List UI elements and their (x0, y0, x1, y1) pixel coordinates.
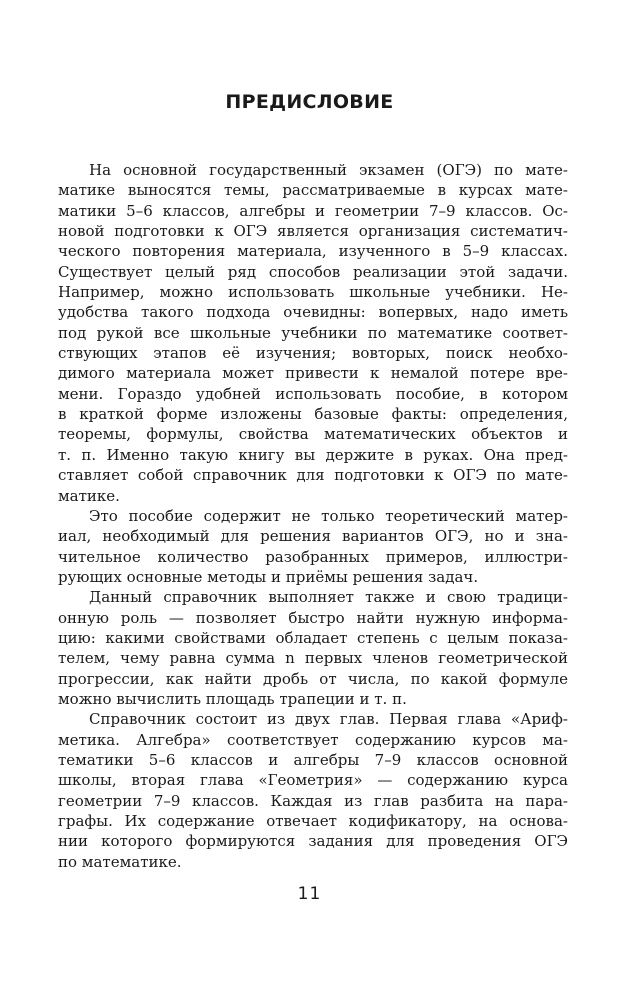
text-line: удобства такого подхода очевидны: вопервых, надо иметь (58, 303, 568, 322)
text-line: Данный справочник выполняет также и свою традици- (89, 588, 568, 607)
text-line: геометрии 7–9 классов. Каждая из глав разбита на пара- (58, 791, 568, 810)
text-line: димого материала может привести к немалой потере вре- (58, 364, 568, 383)
text-line: нии которого формируются задания для проведения ОГЭ (58, 832, 568, 851)
text-line: ческого повторения материала, изученного в 5–9 классах. (58, 242, 568, 261)
text-line: ставляет собой справочник для подготовки к ОГЭ по мате- (58, 466, 568, 485)
text-line: иал, необходимый для решения вариантов ОГЭ, но и зна- (58, 527, 568, 546)
text-line: На основной государственный экзамен (ОГЭ) по мате- (89, 161, 568, 179)
text-line: Например, можно использовать школьные учебники. Не- (58, 283, 568, 302)
text-line: мени. Гораздо удобней использовать пособие, в котором (58, 384, 568, 403)
text-line: Справочник состоит из двух глав. Первая глава «Ариф- (89, 710, 568, 729)
text-line: прогрессии, как найти дробь от числа, по какой формуле (58, 669, 568, 688)
text-line: рующих основные методы и приёмы решения задач. (58, 567, 479, 586)
text-line: метика. Алгебра» соответствует содержанию курсов ма- (58, 730, 568, 749)
text-line: цию: какими свойствами обладает степень с целым показа- (58, 628, 568, 647)
body-text (58, 160, 568, 872)
text-line: Существует целый ряд способов реализации этой задачи. (58, 262, 568, 281)
text-line: телем, чему равна сумма n первых членов геометрической (58, 649, 568, 668)
paragraph (58, 160, 568, 506)
paragraph (58, 506, 568, 587)
text-line: можно вычислить площадь трапеции и т. п. (58, 689, 407, 708)
text-line: новой подготовки к ОГЭ является организация систематич- (58, 222, 568, 241)
text-line: школы, вторая глава «Геометрия» — содержанию курса (58, 771, 568, 790)
text-line: графы. Их содержание отвечает кодификатору, на основа- (58, 812, 568, 830)
text-line: онную роль — позволяет быстро найти нужную информа- (58, 608, 568, 627)
text-line: теоремы, формулы, свойства математических объектов и (58, 425, 568, 444)
text-line: матике. (58, 486, 120, 505)
paragraph (58, 587, 568, 709)
text-line: т. п. Именно такую книгу вы держите в руках. Она пред- (58, 445, 568, 464)
paragraph (58, 709, 568, 872)
text-line: по математике. (58, 852, 182, 871)
page-number: 11 (297, 884, 322, 904)
text-line: ствующих этапов её изучения; вовторых, поиск необхо- (58, 344, 568, 363)
text-line: тематики 5–6 классов и алгебры 7–9 классов основной (58, 750, 568, 769)
text-line: чительное количество разобранных примеров, иллюстри- (58, 547, 568, 566)
text-line: под рукой все школьные учебники по математике соответ- (58, 323, 568, 342)
page-title: ПРЕДИСЛОВИЕ (225, 91, 394, 113)
text-line: матике выносятся темы, рассматриваемые в курсах мате- (58, 181, 568, 200)
text-line: в краткой форме изложены базовые факты: определения, (58, 405, 568, 424)
text-line: Это пособие содержит не только теоретический матер- (89, 506, 568, 525)
text-line: матики 5–6 классов, алгебры и геометрии 7–9 классов. Ос- (58, 201, 568, 220)
